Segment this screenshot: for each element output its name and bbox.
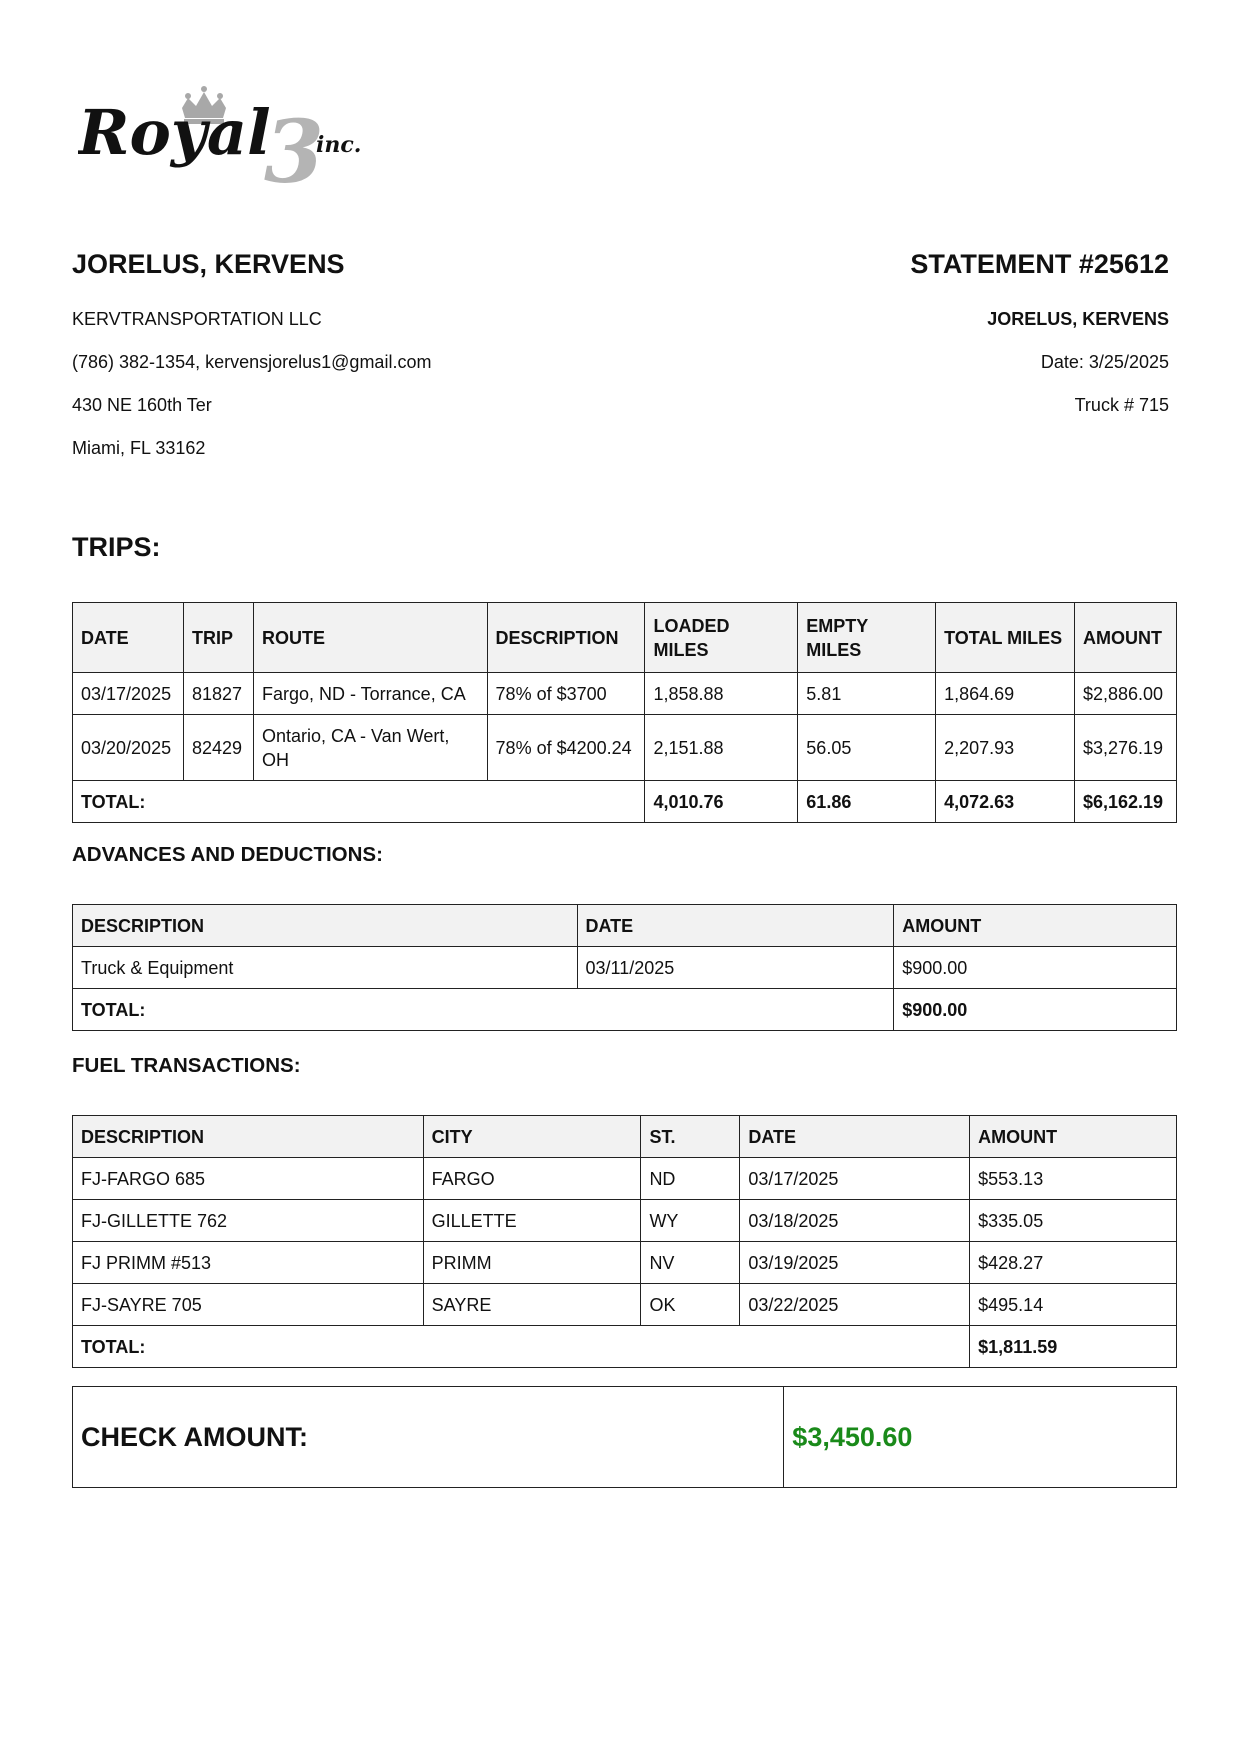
fuel-title: FUEL TRANSACTIONS: [72, 1054, 301, 1077]
table-cell: 2,151.88 [645, 715, 798, 781]
col-header: DESCRIPTION [487, 603, 645, 673]
col-header: CITY [423, 1116, 641, 1158]
fuel-header-row [73, 1116, 1177, 1158]
table-cell: 78% of $4200.24 [487, 715, 645, 781]
col-header: TRIP [183, 603, 253, 673]
statement-name: JORELUS, KERVENS [987, 309, 1169, 329]
col-header: DATE [740, 1116, 970, 1158]
driver-contact: (786) 382-1354, kervensjorelus1@gmail.com [72, 352, 432, 372]
col-header: LOADED MILES [645, 603, 798, 673]
trips-title: TRIPS: [72, 532, 161, 562]
col-header: DESCRIPTION [73, 1116, 424, 1158]
table-cell: ND [641, 1158, 740, 1200]
trips-table [72, 602, 1177, 823]
logo-numeral: 3 [264, 102, 324, 188]
table-cell: 03/22/2025 [740, 1284, 970, 1326]
col-header: ST. [641, 1116, 740, 1158]
table-cell: 1,858.88 [645, 673, 798, 715]
table-cell: $2,886.00 [1074, 673, 1176, 715]
table-row [73, 1200, 1177, 1242]
fuel-table [72, 1115, 1177, 1368]
table-cell: 03/17/2025 [740, 1158, 970, 1200]
check-amount-table [72, 1386, 1177, 1488]
col-header: DESCRIPTION [73, 905, 578, 947]
table-row [73, 673, 1177, 715]
table-row [73, 1284, 1177, 1326]
advances-header-row [73, 905, 1177, 947]
table-cell: 56.05 [798, 715, 936, 781]
table-row [73, 715, 1177, 781]
table-cell: 03/11/2025 [577, 947, 894, 989]
total-miles: 4,072.63 [936, 781, 1075, 823]
table-cell: Truck & Equipment [73, 947, 578, 989]
driver-address-line2: Miami, FL 33162 [72, 438, 206, 458]
total-label: TOTAL: [73, 989, 894, 1031]
table-cell: WY [641, 1200, 740, 1242]
table-cell: OK [641, 1284, 740, 1326]
table-cell: Fargo, ND - Torrance, CA [253, 673, 487, 715]
advances-total-row [73, 989, 1177, 1031]
col-header: AMOUNT [894, 905, 1177, 947]
total-label: TOTAL: [73, 781, 645, 823]
col-header: AMOUNT [970, 1116, 1177, 1158]
total-amount: $6,162.19 [1074, 781, 1176, 823]
table-row [73, 1158, 1177, 1200]
table-row [73, 1242, 1177, 1284]
table-cell: NV [641, 1242, 740, 1284]
driver-name: JORELUS, KERVENS [72, 249, 345, 279]
col-header: AMOUNT [1074, 603, 1176, 673]
table-cell: GILLETTE [423, 1200, 641, 1242]
statement-info [910, 248, 1169, 415]
table-cell: PRIMM [423, 1242, 641, 1284]
table-cell: 03/18/2025 [740, 1200, 970, 1242]
table-cell: SAYRE [423, 1284, 641, 1326]
statement-date: Date: 3/25/2025 [1040, 352, 1169, 372]
check-amount-row [73, 1387, 1177, 1488]
driver-company: KERVTRANSPORTATION LLC [72, 309, 322, 329]
col-header: ROUTE [253, 603, 487, 673]
advances-title: ADVANCES AND DEDUCTIONS: [72, 843, 383, 866]
table-cell: 03/17/2025 [73, 673, 184, 715]
table-cell: $335.05 [970, 1200, 1177, 1242]
col-header: DATE [577, 905, 894, 947]
table-cell: 82429 [183, 715, 253, 781]
trips-header-row [73, 603, 1177, 673]
fuel-total-row [73, 1326, 1177, 1368]
table-cell: $900.00 [894, 947, 1177, 989]
table-cell: $428.27 [970, 1242, 1177, 1284]
table-cell: 78% of $3700 [487, 673, 645, 715]
table-cell: FJ-SAYRE 705 [73, 1284, 424, 1326]
table-cell: 1,864.69 [936, 673, 1075, 715]
col-header: EMPTY MILES [798, 603, 936, 673]
statement-truck: Truck # 715 [1074, 395, 1169, 415]
table-cell: $495.14 [970, 1284, 1177, 1326]
col-header: DATE [73, 603, 184, 673]
logo-suffix: inc. [316, 132, 362, 158]
total-label: TOTAL: [73, 1326, 970, 1368]
company-logo [78, 78, 388, 188]
table-cell: 03/20/2025 [73, 715, 184, 781]
logo-word: Royal [78, 96, 271, 169]
table-cell: FJ-GILLETTE 762 [73, 1200, 424, 1242]
table-row [73, 947, 1177, 989]
royal-3-logo-graphic [78, 78, 388, 188]
check-amount-value: $3,450.60 [784, 1387, 1177, 1488]
total-amount: $900.00 [894, 989, 1177, 1031]
driver-address-line1: 430 NE 160th Ter [72, 395, 212, 415]
advances-table [72, 904, 1177, 1031]
table-cell: FJ PRIMM #513 [73, 1242, 424, 1284]
check-amount-label: CHECK AMOUNT: [73, 1387, 784, 1488]
driver-info [72, 248, 432, 458]
statement-title: STATEMENT #25612 [910, 249, 1169, 279]
table-cell: $553.13 [970, 1158, 1177, 1200]
table-cell: $3,276.19 [1074, 715, 1176, 781]
table-cell: 5.81 [798, 673, 936, 715]
total-amount: $1,811.59 [970, 1326, 1177, 1368]
table-cell: Ontario, CA - Van Wert, OH [253, 715, 487, 781]
table-cell: FARGO [423, 1158, 641, 1200]
table-cell: FJ-FARGO 685 [73, 1158, 424, 1200]
table-cell: 03/19/2025 [740, 1242, 970, 1284]
trips-total-row [73, 781, 1177, 823]
total-loaded-miles: 4,010.76 [645, 781, 798, 823]
col-header: TOTAL MILES [936, 603, 1075, 673]
total-empty-miles: 61.86 [798, 781, 936, 823]
table-cell: 2,207.93 [936, 715, 1075, 781]
table-cell: 81827 [183, 673, 253, 715]
